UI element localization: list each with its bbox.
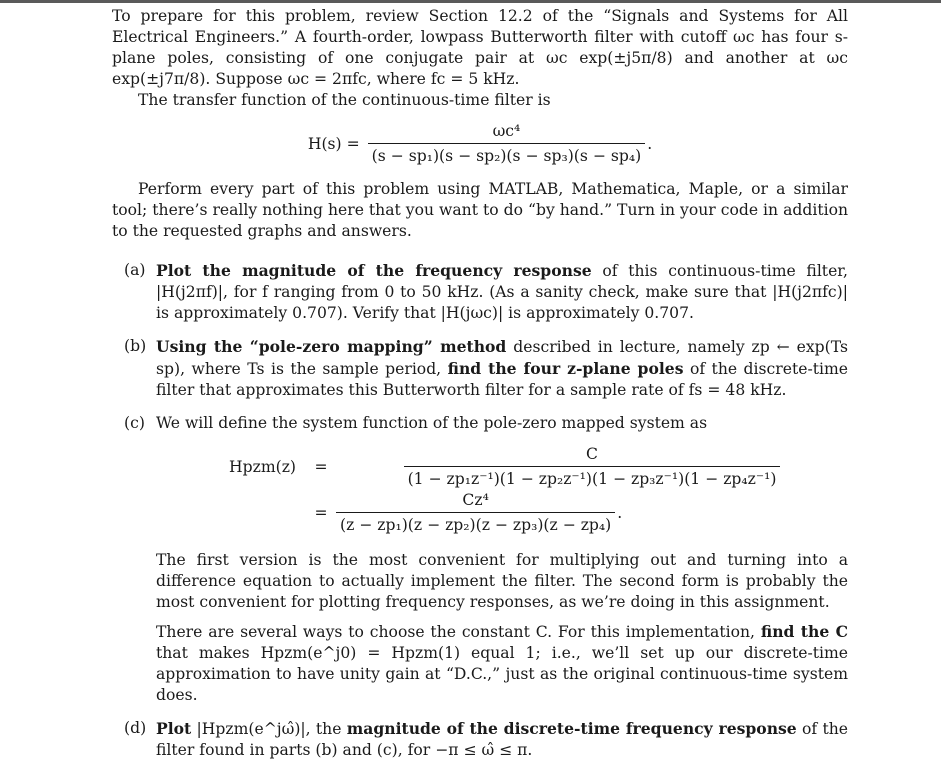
part-b-rest-1: described in lecture, namely zp ← exp(Ts sp), where Ts is the sample period, bbox=[156, 338, 849, 378]
part-c-para-2 bbox=[156, 621, 848, 706]
transfer-function-equation bbox=[112, 121, 848, 167]
part-d bbox=[124, 718, 848, 761]
eq1-lhs: H(s) = bbox=[307, 134, 360, 153]
part-b-text bbox=[156, 336, 848, 401]
problem-parts bbox=[124, 260, 848, 761]
part-c-para-2-a: There are several ways to choose the constant C. For this implementation, bbox=[156, 623, 761, 641]
part-d-rest-1: |Hpzm(e^jω̂)|, the bbox=[191, 720, 347, 738]
part-a-text bbox=[156, 260, 848, 324]
part-a-rest: of this continuous-time filter, |H(j2πf)|, for f ranging from 0 to 50 kHz. (As a sanity check, make sure that |H(j2πfc)| is approximately 0.707). Verify that |H(jωc)| is approximately 0.707. bbox=[156, 262, 848, 322]
eq1-denominator: (s − sp₁)(s − sp₂)(s − sp₃)(s − sp₄) bbox=[368, 143, 646, 167]
eq2-fraction-2 bbox=[336, 490, 615, 536]
eq2-denominator-1: (1 − zp₁z⁻¹)(1 − zp₂z⁻¹)(1 − zp₃z⁻¹)(1 − zp₄z⁻¹) bbox=[404, 466, 781, 490]
eq2-equals-1: = bbox=[314, 457, 328, 476]
part-a bbox=[124, 260, 848, 324]
system-function-equation bbox=[156, 444, 848, 536]
eq1-fraction bbox=[368, 121, 646, 167]
eq2-lhs: Hpzm(z) bbox=[229, 457, 296, 476]
eq2-equals-2: = bbox=[314, 503, 328, 522]
intro-paragraph: To prepare for this problem, review Section 12.2 of the “Signals and Systems for All Electrical Engineers.” A fourth-order, lowpass Butterworth filter with cutoff ωc has four s-plane poles, consisting of one conjugate pair at ωc exp(±j5π/8) and another at ωc exp(±j7π/8). Suppose ωc = 2πfc, where fc = 5 kHz. bbox=[112, 7, 848, 88]
eq1-numerator: ωc⁴ bbox=[492, 122, 521, 140]
eq1-period: . bbox=[647, 134, 653, 153]
part-d-rest-2: of the filter found in parts (b) and (c), for −π ≤ ω̂ ≤ π. bbox=[156, 720, 848, 759]
part-c-para-2-b: that makes Hpzm(e^j0) = Hpzm(1) equal 1; i.e., we’ll set up our discrete-time approximation to have unity gain at “D.C.,” just as the original continuous-time system does. bbox=[156, 644, 848, 704]
part-c-para-2-bold: find the C bbox=[760, 622, 848, 641]
part-d-bold-2: magnitude of the discrete-time frequency response bbox=[346, 719, 797, 738]
part-d-text bbox=[156, 718, 848, 761]
part-a-bold: Plot the magnitude of the frequency response bbox=[156, 261, 592, 280]
part-c-intro: We will define the system function of the pole-zero mapped system as bbox=[156, 414, 708, 432]
part-b-label: (b) bbox=[124, 337, 147, 355]
eq2-period: . bbox=[617, 503, 623, 522]
instructions-paragraph: Perform every part of this problem using MATLAB, Mathematica, Maple, or a similar tool; there’s really nothing here that you want to do “by hand.” Turn in your code in addition to the requested graphs and answers. bbox=[112, 180, 848, 240]
part-d-bold-1: Plot bbox=[156, 719, 192, 738]
eq2-fraction-1 bbox=[336, 444, 848, 490]
transfer-function-lead: The transfer function of the continuous-time filter is bbox=[138, 91, 551, 109]
part-c-para-1: The first version is the most convenient for multiplying out and turning into a difference equation to actually implement the filter. The second form is probably the most convenient for plotting frequency responses, as we’re doing in this assignment. bbox=[156, 551, 848, 611]
part-c bbox=[124, 413, 848, 706]
eq2-numerator-1: C bbox=[586, 445, 598, 463]
eq2-numerator-2: Cz⁴ bbox=[462, 491, 489, 509]
part-b-rest-2: of the discrete-time filter that approximates this Butterworth filter for a sample rate of fs = 48 kHz. bbox=[156, 360, 848, 399]
problem-page bbox=[112, 6, 848, 773]
part-c-label: (c) bbox=[124, 414, 145, 432]
eq2-denominator-2: (z − zp₁)(z − zp₂)(z − zp₃)(z − zp₄) bbox=[336, 512, 615, 536]
part-b-bold-2: find the four z-plane poles bbox=[447, 359, 684, 378]
part-d-label: (d) bbox=[124, 719, 147, 737]
part-a-label: (a) bbox=[124, 261, 146, 279]
part-b bbox=[124, 336, 848, 401]
part-b-bold-1: Using the “pole-zero mapping” method bbox=[156, 337, 507, 356]
top-rule bbox=[0, 0, 941, 3]
eq2-second-form bbox=[336, 490, 848, 536]
